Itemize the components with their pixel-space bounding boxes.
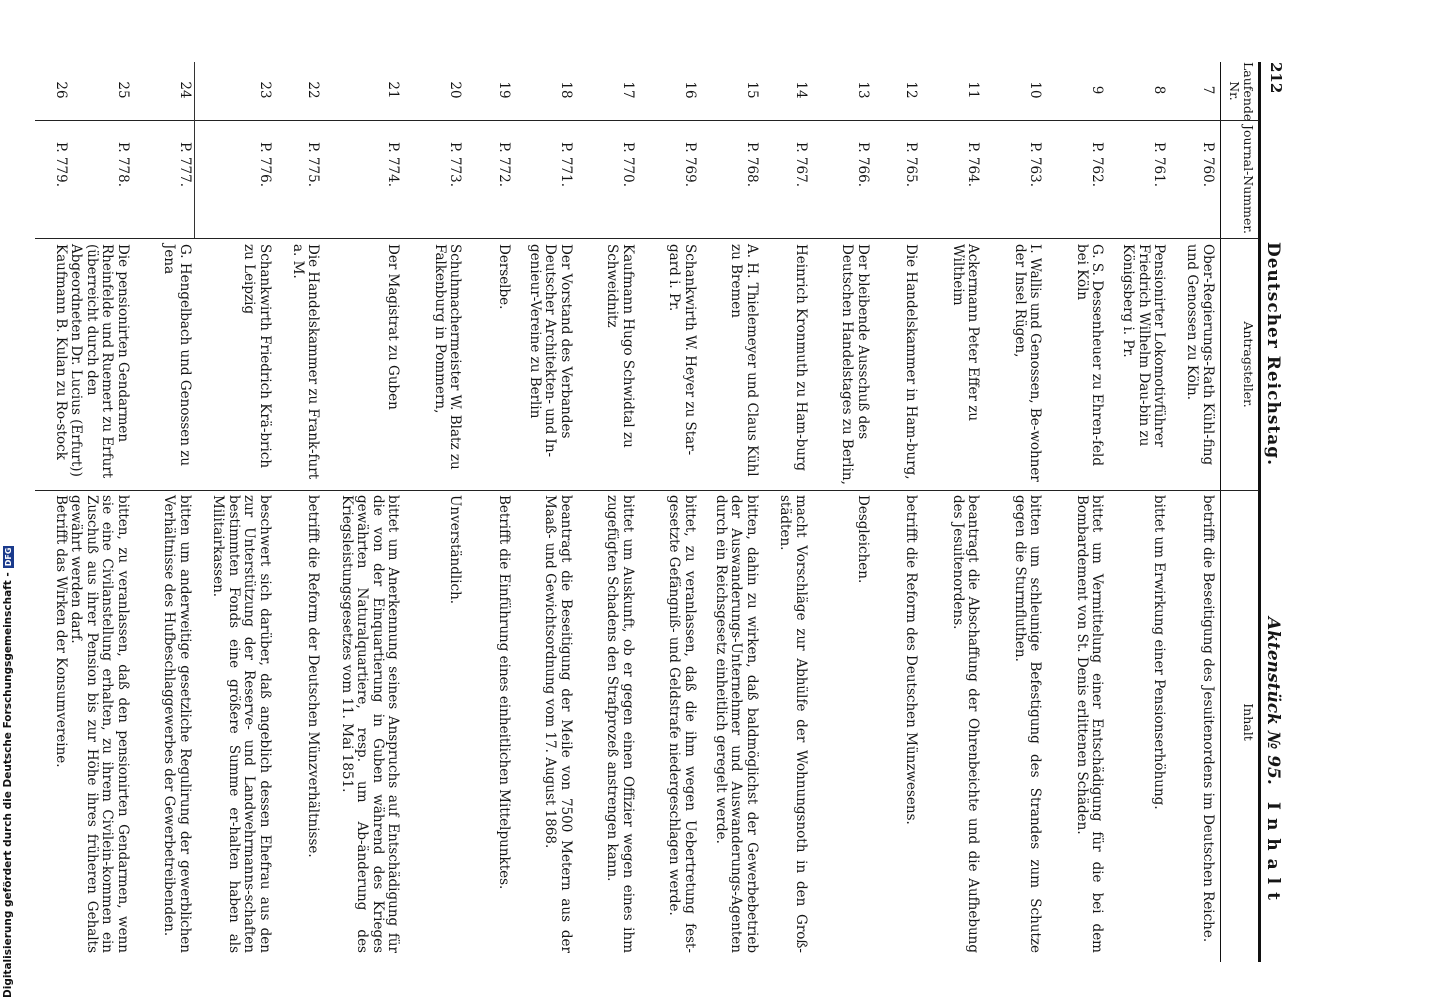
row-number: 18	[557, 81, 574, 99]
row-number: 17	[619, 81, 636, 99]
column-header-antragsteller: Antragsteller.	[1241, 321, 1256, 408]
journal-number: P. 764.	[965, 142, 982, 187]
petition-content: bitten, dahin zu wirken, daß baldmöglichst der Gewerbebetrieb der Auswanderungs-Unternehmer und Auswanderungs-Agenten durch ein Reichsgesetz einheitlich geregelt werde.	[712, 495, 760, 953]
page-number: 212	[1267, 62, 1285, 94]
dfg-logo-icon: DFG	[3, 547, 13, 567]
table-row	[637, 62, 699, 962]
petition-content: Unverständlich.	[447, 495, 464, 605]
petitioner: Heinrich Kronmuth zu Ham-burg	[792, 244, 809, 472]
petitioner: G. S. Dessenheuer zu Ehren-feld bei Köln	[1073, 244, 1106, 466]
petition-content: bittet um Erwirkung einer Pensionserhöhung.	[1151, 495, 1168, 810]
journal-number: P. 761.	[1151, 142, 1168, 187]
table-row	[322, 62, 402, 962]
petitioner: I. Wallis und Genossen, Be-wohner der Insel Rügen,	[1011, 244, 1044, 482]
document-page	[35, 62, 1285, 962]
petitioner: Schankwirth W. Heyer zu Star-gard i. Pr.	[666, 244, 698, 456]
petition-content: bitten um anderweitige gesetzliche Regulirung der gewerblichen Verhältnisse des Hufbeschlaggewerbes der Gewerbetreibenden.	[161, 495, 193, 953]
petition-table	[8, 62, 1217, 962]
petitioner: G. Hengelbach und Genossen zu Jena	[161, 244, 193, 467]
journal-number: P. 762.	[1089, 142, 1106, 187]
petition-content: bitten, zu veranlassen, daß den pensionirten Gendarmen, wenn sie eine Civilanstellung erhalten, zu ihrem Civilein-kommen ein Zuschuß aus ihrer Pension bis zur Höhe ihres früheren Gehalts gewährt werden darf.	[68, 495, 131, 953]
table-row	[402, 62, 464, 962]
petition-content: betrifft die Beseitigung des Jesuitenordens im Deutschen Reiche.	[1200, 495, 1216, 943]
journal-number: P. 778.	[114, 142, 131, 187]
table-row	[8, 62, 70, 962]
table-row	[810, 62, 872, 962]
row-number: 7	[1200, 85, 1216, 95]
table-row	[920, 62, 982, 962]
column-header-inhalt: Inhalt	[1241, 703, 1256, 741]
petition-content: beschwert sich darüber, daß angeblich dessen Ehefrau aus den zur Unterstützung der Reserve- und Landwehrmanns-schaften bestimmten Fonds eine größere Summe er-halten haben als Militairkassen.	[210, 495, 273, 953]
row-number: 12	[903, 81, 920, 99]
journal-number: P. 776.	[256, 142, 273, 187]
petitioner: Die Handelskammer zu Frank-furt a. M.	[289, 244, 322, 480]
table-row	[982, 62, 1044, 962]
page-heading-inhalt: Inhalt	[1263, 802, 1283, 908]
row-number: 25	[114, 81, 131, 99]
petitioner: Kaufmann Hugo Schwidtal zu Schweidnitz	[604, 244, 636, 448]
table-row	[1168, 62, 1217, 962]
table-row	[761, 62, 810, 962]
journal-number: P. 766.	[854, 142, 871, 187]
petitioner: Der bleibende Ausschuß des Deutschen Handelstages zu Berlin,	[839, 244, 871, 485]
top-rule	[1258, 62, 1261, 962]
row-number: 8	[1151, 85, 1168, 95]
petition-content: bittet um Auskunft, ob er gegen einen Offizier wegen eines ihm zugefügten Schadens den Strafprozeß anstrengen kann.	[604, 495, 636, 953]
table-row	[699, 62, 761, 962]
row-number: 14	[792, 81, 809, 99]
petition-content: beantragt die Beseitigung der Meile von 7500 Metern aus der Maaß- und Gewichtsordnung vom 17. August 1868.	[542, 495, 574, 953]
petitioner: Der Vorstand des Verbandes Deutscher Architekten- und In-genieur-Vereine zu Berlin	[526, 244, 574, 458]
petition-content: betrifft die Reform des Deutschen Münzwesens.	[903, 495, 920, 825]
column-header-journal: Journal-Nummer.	[1241, 125, 1256, 234]
journal-number: P. 773.	[447, 142, 464, 187]
journal-number: P. 769.	[681, 142, 698, 187]
petitioner: Ober-Regierungs-Rath Kühl-fing und Genossen zu Köln.	[1184, 244, 1216, 466]
petitioner: Schankwirth Friedrich Krä-brich zu Leipzig	[241, 244, 273, 469]
funding-note-text: Digitalisierung gefördert durch die Deutsche Forschungsgemeinschaft -	[2, 572, 14, 998]
row-number: 23	[256, 81, 273, 99]
row-number: 22	[305, 81, 322, 99]
row-number: 21	[385, 81, 402, 99]
table-row	[274, 62, 323, 962]
row-number: 15	[743, 81, 760, 99]
column-header-nr: Laufende Nr.	[1227, 62, 1256, 122]
journal-number: P. 774.	[385, 142, 402, 187]
petition-content: bitten um schleunige Befestigung des Strandes zum Schutze gegen die Sturmfluthen.	[1011, 495, 1044, 953]
journal-number: P. 779.	[52, 142, 69, 187]
petition-content: bittet um Vermittelung einer Entschädigung für die bei dem Bombardement von St. Denis erlittenen Schäden.	[1073, 495, 1106, 953]
journal-number: P. 771.	[557, 142, 574, 187]
table-row	[513, 62, 575, 962]
petitioner: Derselbe.	[495, 244, 512, 310]
journal-number: P. 777.	[176, 142, 193, 187]
row-number: 16	[681, 81, 698, 99]
journal-number: P. 760.	[1200, 142, 1216, 187]
page-heading-attachment: Aktenstück № 95.	[1263, 617, 1283, 785]
petitioner: Der Magistrat zu Guben	[385, 244, 402, 410]
page-heading-title: Deutscher Reichstag.	[1263, 242, 1283, 467]
row-number: 11	[965, 81, 982, 99]
row-number: 9	[1089, 85, 1106, 95]
table-row	[1106, 62, 1168, 962]
petitioner: Schuhmachermeister W. Blatz zu Falkenburg in Pommern,	[431, 244, 464, 470]
petitioner: A. H. Thielemeyer und Claus Kühl zu Bremen	[728, 244, 760, 477]
petitioner: Die Handelskammer in Ham-burg,	[903, 244, 920, 480]
petitioner: Kaufmann B. Kulan zu Ro-stock	[52, 244, 69, 460]
funding-note	[2, 546, 14, 998]
journal-number: P. 775.	[305, 142, 322, 187]
journal-number: P. 770.	[619, 142, 636, 187]
table-row	[70, 62, 132, 962]
petition-content: beantragt die Abschaffung der Ohrenbeichte und die Aufhebung des Jesuitenordens.	[949, 495, 982, 953]
petition-content: Betrifft die Einführung eines einheitlichen Mittelpunktes.	[495, 495, 512, 890]
row-number: 20	[447, 81, 464, 99]
row-number: 10	[1027, 81, 1044, 99]
table-row	[872, 62, 921, 962]
journal-number: P. 765.	[903, 142, 920, 187]
journal-number: P. 768.	[743, 142, 760, 187]
petitioner: Ackermann Peter Effer zu Wiltheim	[949, 244, 982, 422]
row-number: 26	[52, 81, 69, 99]
table-row	[1044, 62, 1106, 962]
journal-number: P. 763.	[1027, 142, 1044, 187]
petition-content: macht Vorschläge zur Abhülfe der Wohnungsnoth in den Groß-städten.	[777, 495, 809, 953]
petitioner: Pensionirter Lokomotivführer Friedrich Wilhelm Dau-bin zu Königsberg i. Pr.	[1120, 244, 1168, 448]
header-rule	[1220, 62, 1221, 962]
table-row	[464, 62, 513, 962]
petition-content: Betrifft das Wirken der Konsumvereine.	[52, 495, 69, 768]
journal-number: P. 772.	[495, 142, 512, 187]
row-number: 19	[495, 81, 512, 99]
table-row	[132, 62, 194, 962]
journal-number: P. 767.	[792, 142, 809, 187]
table-row	[194, 62, 274, 962]
row-separator	[194, 62, 195, 238]
row-number: 13	[854, 81, 871, 99]
petition-content: bittet, zu veranlassen, daß die ihm wegen Uebertretung fest-gesetzte Gefängniß- und Geldstrafe niedergeschlagen werde.	[666, 495, 698, 953]
petition-content: bittet um Anerkennung seines Anspruchs auf Entschädigung für die von der Einquartierung in Guben während des Krieges gewährten Naturalquartiere, resp. um Ab-änderung des Kriegsleistungsgesetzes vom 11. Mai 1851.	[338, 495, 402, 953]
petitioner: Die pensionirten Gendarmen Rheinfelde und Ruemert zu Erfurt (überreicht durch den Abgeordneten Dr. Lucius (Erfurt))	[68, 244, 131, 479]
table-row	[575, 62, 637, 962]
row-number: 24	[176, 81, 193, 99]
petition-content: Desgleichen.	[854, 495, 871, 584]
petition-content: betrifft die Reform der Deutschen Münzverhältnisse.	[305, 495, 322, 858]
